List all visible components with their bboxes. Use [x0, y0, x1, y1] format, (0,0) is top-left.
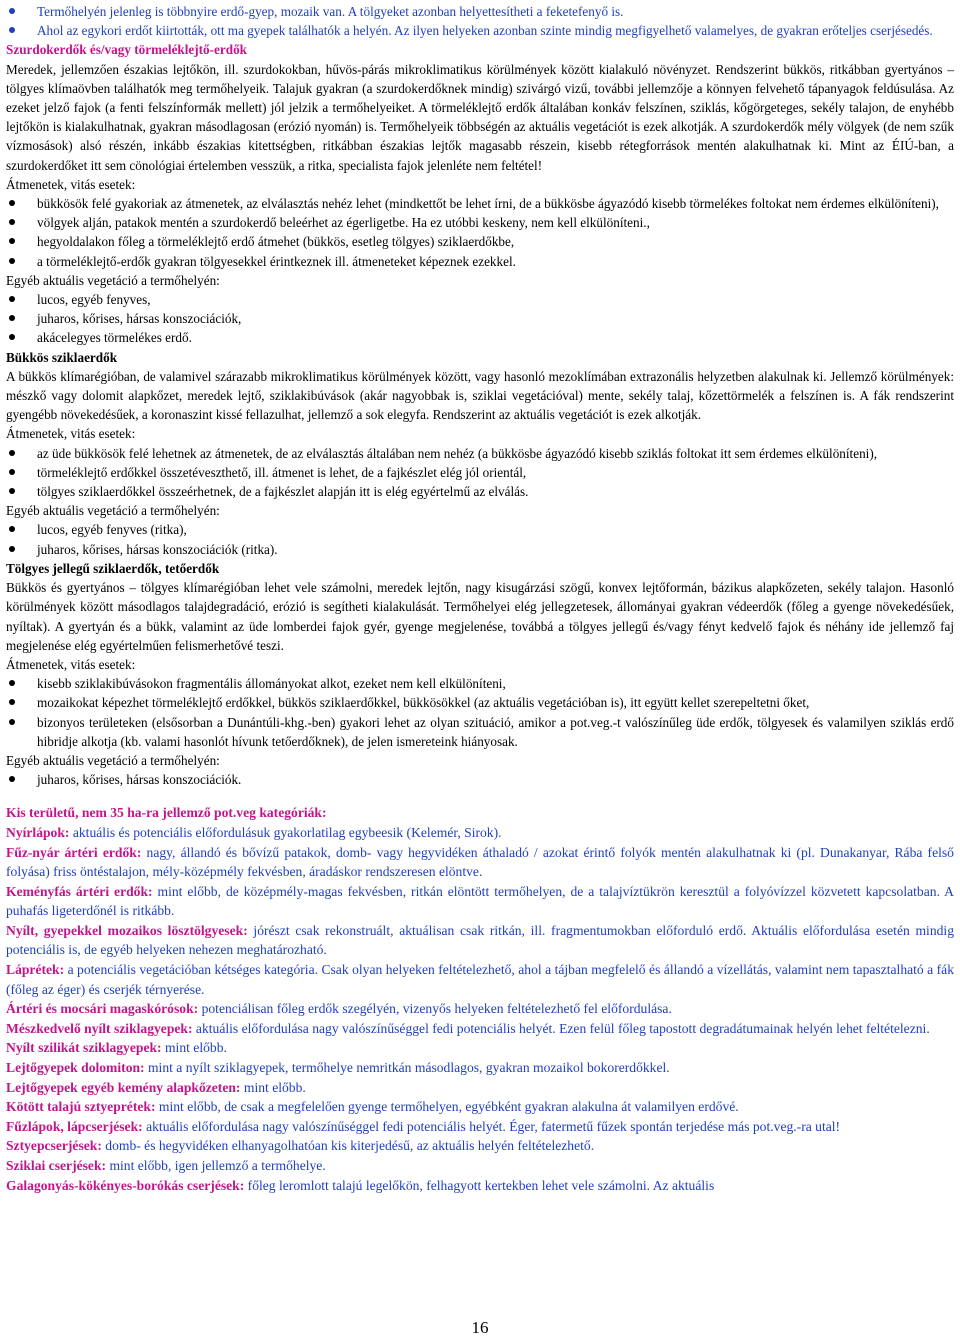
section-paragraph: Meredek, jellemzően északias lejtőkön, ill. szurdokokban, hűvös-párás mikroklimatikus körülmények között kialakuló növényzet. Rendszerint bükkös, ritkábban gyertyános – tölgyes klímaövben találhatók meg termőhelyeik. Talajuk gyakran (a szurdokerdőknek mindig) szivárgó vizű, további jellemzője a könnyen felvehető tápanyagok feldúsulása. Az ezeket jelző fajok (a fenti felszínformák mellett) jól jelzik a termőhelyeiket. A törmeléklejtő erdők általában konkáv felszínen, sziklás, kőgörgeteges, sekély talajon, de enyhébb lejtőkön is kialakulhatnak, gyakran másodlagosan (erózió nyomán) is. Termőhelyeik többségén az aktuális vegetációt is ezek alkotják. A szurdokerdők mély völgyek (de nem szűk vízmosások) alsó részén, inkább északias kitettségben, ritkábban északias lejtők magasabb részein, kisebb rétegforrások mentén alakulhatnak ki. Mint az ÉIÚ-ban, a szurdokerdőket itt sem cönológiai értelemben vesszük, a ritka, specialista fajok jelenléte nem feltétel!: [6, 61, 954, 173]
egyeb-label: Egyéb aktuális vegetáció a termőhelyén:: [6, 752, 220, 768]
top-bullet-list: [6, 2, 954, 40]
section-title-szurdokerdok: Szurdokerdők és/vagy törmeléklejtő-erdők: [6, 42, 248, 58]
category-entry: Sztyepcserjések: domb- és hegyvidéken elhanyagolhatóan kis kiterjedésű, az aktuális helyén feltételezhető.: [6, 1138, 595, 1154]
list-item: kisebb sziklakibúvásokon fragmentális állományokat alkot, ezeket nem kell elkülöníteni,: [6, 674, 954, 693]
category-entry: Keményfás ártéri erdők: mint előbb, de középmély-magas fekvésben, ritkán elöntött termőhelyen, de a talajvíztükrön keresztül a folyóvízzel közvetett kapcsolatban. A puhafás ligeterdőnél is ritkább.: [6, 883, 954, 919]
egyeb-label: Egyéb aktuális vegetáció a termőhelyén:: [6, 503, 220, 519]
atmenetek-label: Átmenetek, vitás esetek:: [6, 176, 136, 192]
document-page: [6, 2, 954, 1195]
list-item: mozaikokat képezhet törmeléklejtő erdőkkel, bükkös sziklaerdőkkel, bükkösökkel (az aktuális vegetációban is), itt együtt kellet szerepeltetni őket,: [6, 693, 954, 712]
category-entry: Lejtőgyepek egyéb kemény alapkőzeten: mint előbb.: [6, 1079, 306, 1095]
list-item: tölgyes sziklaerdőkkel összeérhetnek, de a fajkészlet alapján itt is elég egyértelmű az elválás.: [6, 482, 954, 501]
kis-title: Kis területű, nem 35 ha-ra jellemző pot.veg kategóriák:: [6, 805, 327, 821]
list-item: juharos, kőrises, hársas konszociációk,: [6, 309, 954, 328]
list-item: Termőhelyén jelenleg is többnyire erdő-gyep, mozaik van. A tölgyeket azonban helyettesítheti a feketefenyő is.: [6, 2, 954, 21]
section-paragraph: A bükkös klímarégióban, de valamivel szárazabb mikroklimatikus körülmények között, vagy hasonló mezoklímában extrazonális helyzetben alakulnak ki. Jellemző körülmények: mészkő vagy dolomit alapkőzet, meredek lejtő, sziklakibúvások (akár nagyobbak is, sziklai vegetációval) mente, sekély talaj, kőzettörmelék a felszínen is. A fák rendszerint gyengébb növekedésűek, a koronaszint kissé fellazulhat, jellemző a sok elegyfa. Rendszerint az aktuális vegetációt is ezek alkotják.: [6, 368, 954, 423]
egyeb-list: [6, 520, 954, 558]
category-entry: Ártéri és mocsári magaskórósok: potenciálisan főleg erdők szegélyén, vizenyős helyeken feltételezhető fel előfordulása.: [6, 1001, 672, 1017]
category-entry: Fűzlápok, lápcserjések: aktuális előfordulása nagy valószínűséggel fedi potenciális helyét. Éger, fatermetű fűzek spontán terjedése más pot.veg.-ra utal!: [6, 1118, 841, 1134]
category-entry: Galagonyás-kökényes-borókás cserjések: főleg leromlott talajú legelőkön, felhagyott kertekben lehet vele számolni. Az aktuális: [6, 1177, 715, 1193]
list-item: lucos, egyéb fenyves,: [6, 290, 954, 309]
list-item: juharos, kőrises, hársas konszociációk (ritka).: [6, 540, 954, 559]
list-item: hegyoldalakon főleg a törmeléklejtő erdő átmehet (bükkös, esetleg tölgyes) sziklaerdőkbe,: [6, 232, 954, 251]
category-entry: Nyírlápok: aktuális és potenciális előfordulásuk gyakorlatilag egybeesik (Kelemér, Sirok).: [6, 824, 502, 840]
list-item: az üde bükkösök felé lehetnek az átmenetek, de az elválasztás általában nem nehéz (a bükkösbe ágyazódó kisebb sziklás foltokat itt sem érdemes elkülöníteni),: [6, 444, 954, 463]
list-item: lucos, egyéb fenyves (ritka),: [6, 520, 954, 539]
atmenetek-list: [6, 444, 954, 502]
atmenetek-label: Átmenetek, vitás esetek:: [6, 656, 136, 672]
category-entry: Láprétek: a potenciális vegetációban kétséges kategória. Csak olyan helyeken feltételezhető, ahol a tájban megfelelő és állandó a vízellátás, valamint nem tapasztalható a fák (főleg az éger) és cserjék térnyerése.: [6, 962, 954, 997]
list-item: juharos, kőrises, hársas konszociációk.: [6, 770, 954, 789]
section-title-tolgyes-sziklaerdok: Tölgyes jellegű sziklaerdők, tetőerdők: [6, 560, 220, 576]
list-item: bükkösök felé gyakoriak az átmenetek, az elválasztás nehéz lehet (mindkettőt be lehet írni, de a bükkösbe ágyazódó kisebb törmelékes foltokat nem érdemes elkülöníteni),: [6, 194, 954, 213]
section-title-bukkos-sziklaerdok: Bükkös sziklaerdők: [6, 349, 118, 365]
category-entry: Nyílt, gyepekkel mozaikos lösztölgyesek: jórészt csak rekonstruált, aktuálisan csak ritkán, ill. fragmentumokban előforduló erdő. Aktuális előfordulása esetén mindig potenciális is, de egyéb helyeken nehezen meghatározható.: [6, 922, 954, 958]
category-entry: Sziklai cserjések: mint előbb, igen jellemző a termőhelye.: [6, 1158, 326, 1174]
small-area-categories: [6, 803, 954, 1195]
list-item: völgyek alján, patakok mentén a szurdokerdő beleérhet az égerligetbe. Ha ez utóbbi keskeny, nem kell elkülöníteni.,: [6, 213, 954, 232]
list-item: törmeléklejtő erdőkkel összetéveszthető, ill. átmenet is lehet, de a fajkészlet elég jól orientál,: [6, 463, 954, 482]
list-item: a törmeléklejtő-erdők gyakran tölgyesekkel érintkeznek ill. átmeneteket képeznek ezekkel.: [6, 252, 954, 271]
list-item: akácelegyes törmelékes erdő.: [6, 328, 954, 347]
egyeb-list: [6, 290, 954, 348]
atmenetek-list: [6, 674, 954, 751]
category-entry: Lejtőgyepek dolomiton: mint a nyílt sziklagyepek, termőhelye nemritkán másodlagos, gyakran mozaikol bokorerdőkkel.: [6, 1060, 670, 1076]
category-entry: Kötött talajú sztyeprétek: mint előbb, de csak a megfelelően gyenge termőhelyen, egyébként gyakran alakulna át valamilyen erdővé.: [6, 1099, 739, 1115]
atmenetek-label: Átmenetek, vitás esetek:: [6, 426, 136, 442]
category-entry: Fűz-nyár ártéri erdők: nagy, állandó és bővízű patakok, domb- vagy hegyvidéken áthaladó / azokat érintő folyók mentén alakulhatnak ki (pl. Dunakanyar, Rába felső folyása) friss öntéstalajon, mély-középmély fekvésben, áradáskor rendszeresen elöntve.: [6, 844, 954, 880]
list-item: bizonyos területeken (elsősorban a Dunántúli-khg.-ben) gyakori lehet az olyan szituáció, amikor a pot.veg.-t valószínűleg üde erdők, tölgyesek és valamilyen sziklás erdő hibridje alkotja (kb. valami hasonlót hívunk tetőerdőknek), de jelen ismereteink hiányosak.: [6, 713, 954, 751]
category-entry: Nyílt szilikát sziklagyepek: mint előbb.: [6, 1040, 227, 1056]
atmenetek-list: [6, 194, 954, 271]
egyeb-label: Egyéb aktuális vegetáció a termőhelyén:: [6, 272, 220, 288]
list-item: Ahol az egykori erdőt kiirtották, ott ma gyepek találhatók a helyén. Az ilyen helyeken azonban szinte mindig megfigyelhető valamelyes, de gyakran erőteljes cserjésedés.: [6, 21, 954, 40]
section-paragraph: Bükkös és gyertyános – tölgyes klímarégióban lehet vele számolni, meredek lejtőn, nagy kisugárzási szögű, konvex lejtőformán, bázikus alapkőzeten, sekély talajon. Hasonló körülmények között másodlagos talajdegradáció, erózió is segítheti kialakulását. Termőhelyei elég jellegzetesek, állományai gyakran védeerdők (főleg a gyenge növekedésűek, nyíltak). A gyertyán és a bükk, valamint az üde lomberdei fajok gyér, gyenge megjelenése, továbbá a tölgyes jellegű és/vagy fényt kedvelő fajok és néhány ide jellemző faj megjelenése elég egyértelműen felismerhetővé teszi.: [6, 580, 954, 653]
page-number: 16: [471, 1318, 489, 1337]
category-entry: Mészkedvelő nyílt sziklagyepek: aktuális előfordulása nagy valószínűséggel fedi potenciális helyét. Ezen felül főleg tapostott degradátumainak helyén lehet feltételezni.: [6, 1020, 930, 1036]
egyeb-list: [6, 770, 954, 789]
